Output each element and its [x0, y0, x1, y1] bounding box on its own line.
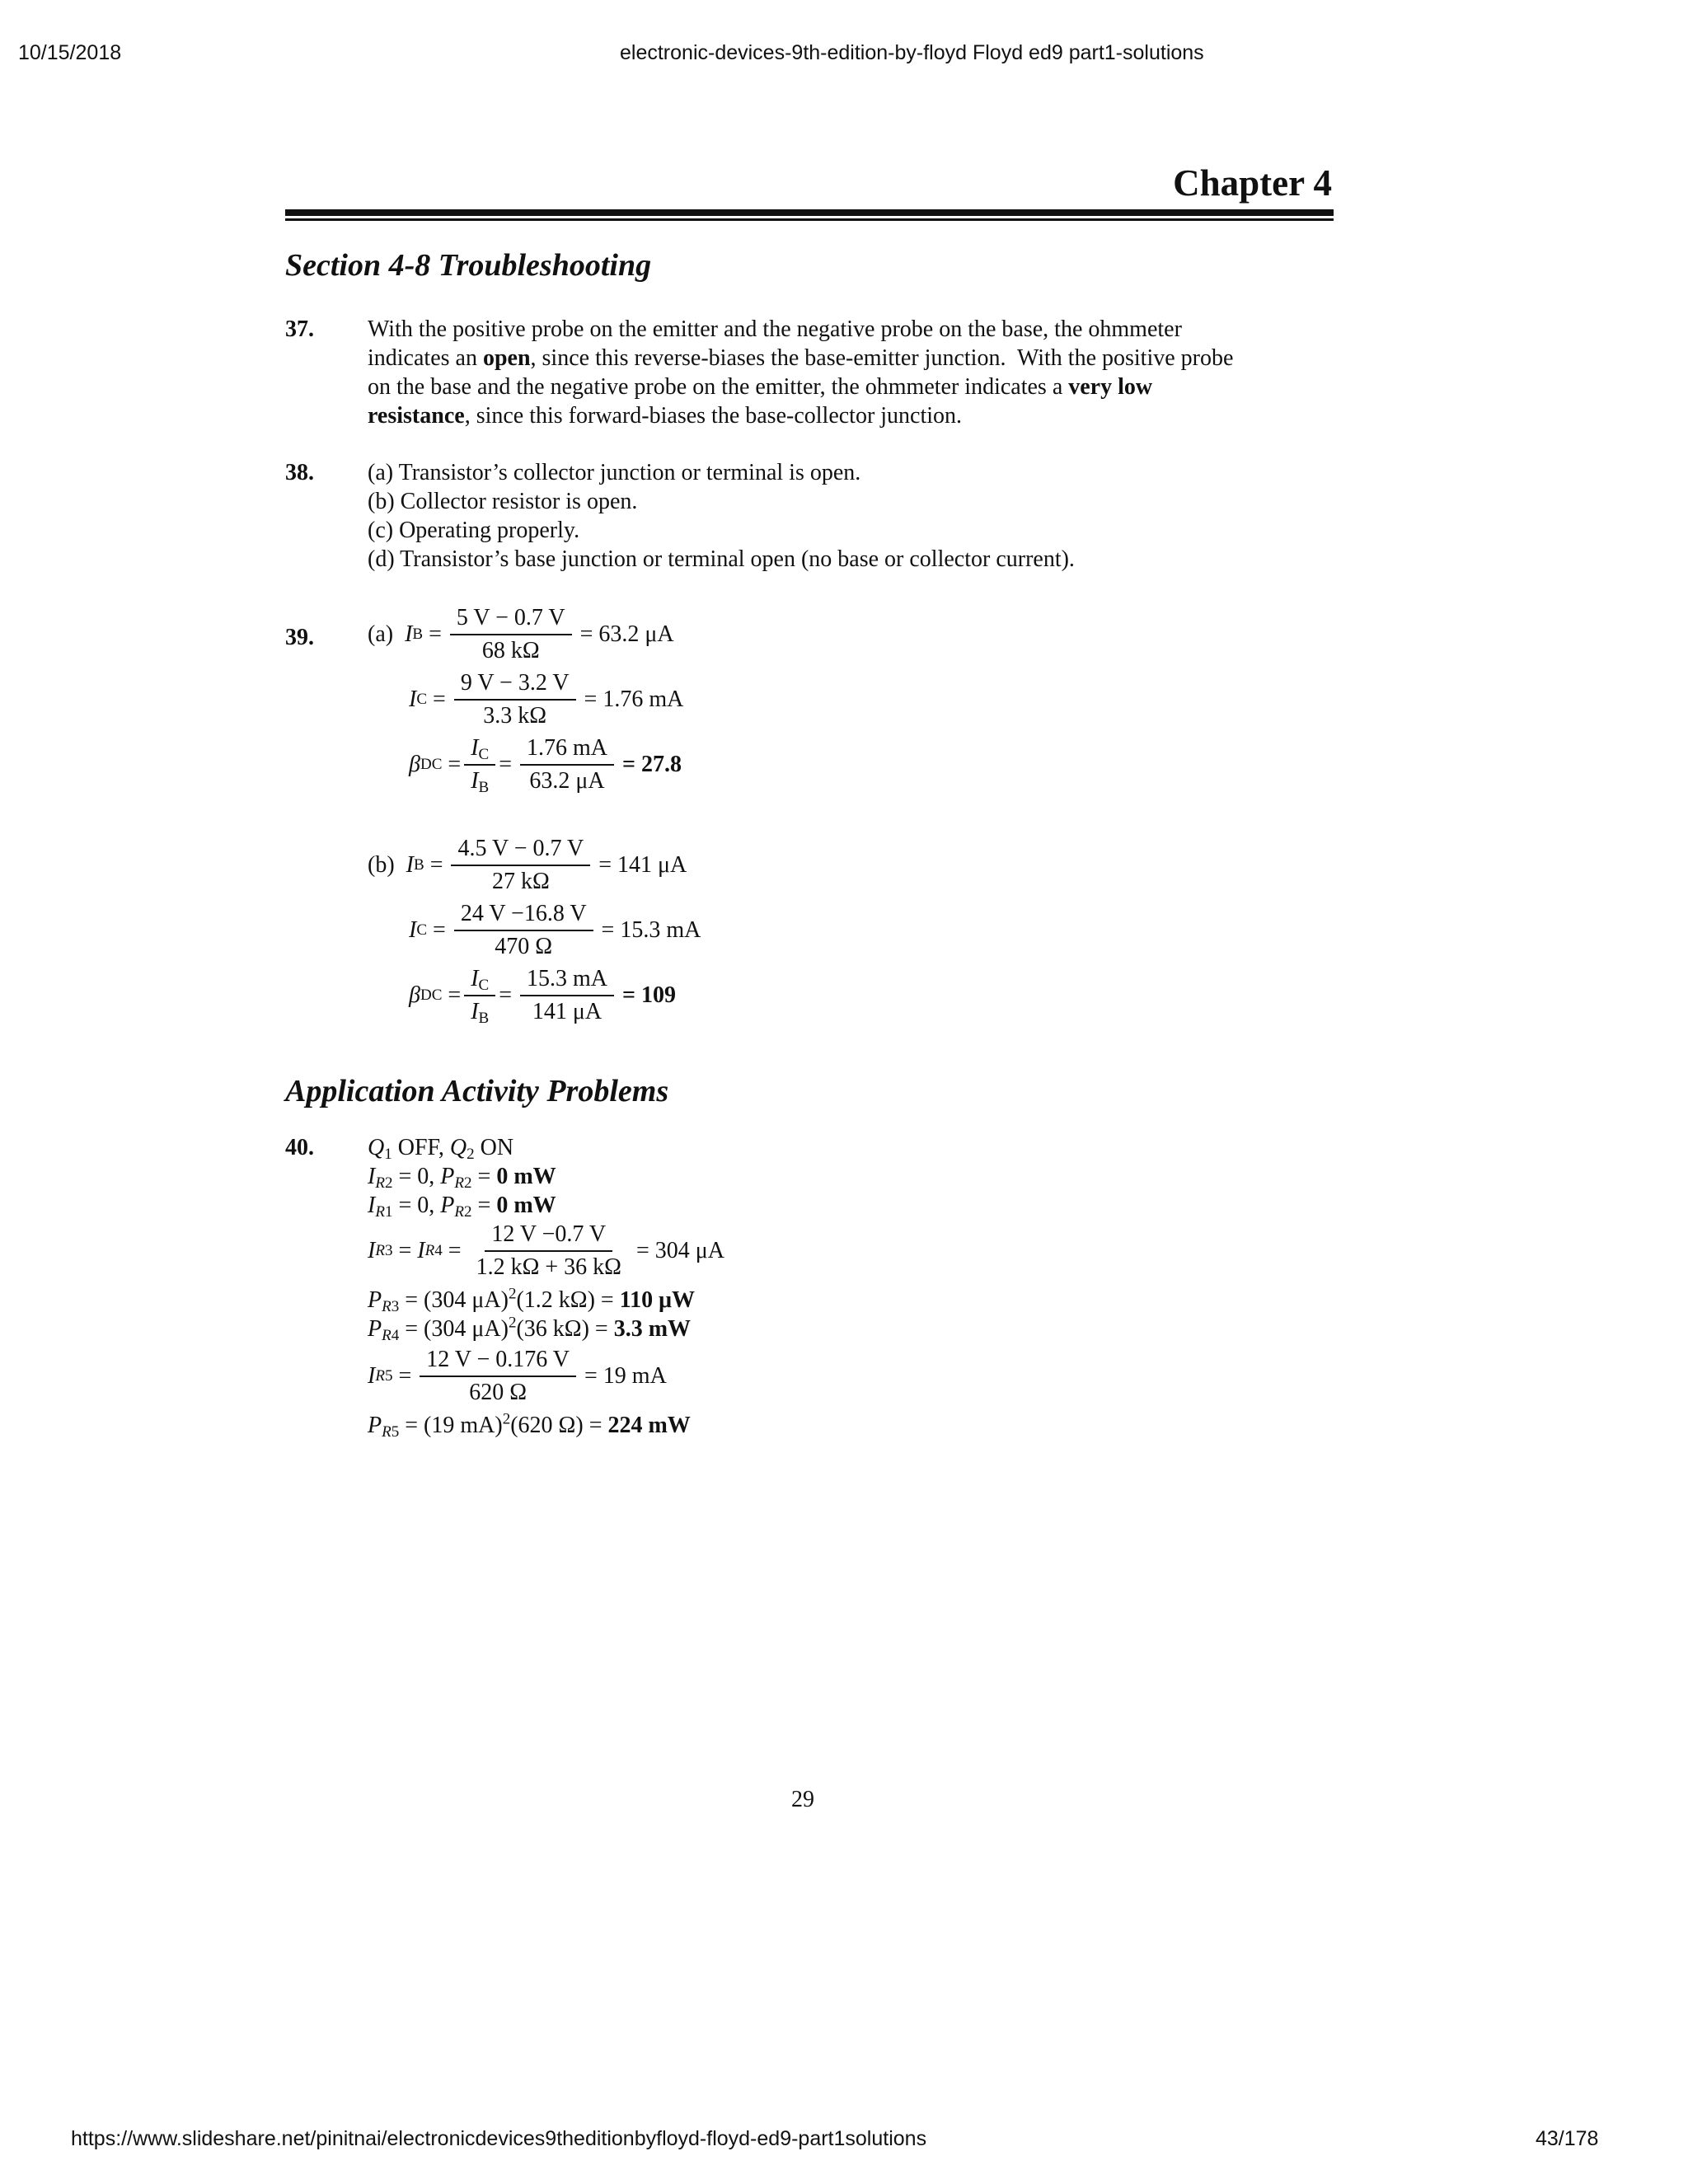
problem-39-number: 39. — [285, 625, 314, 650]
chapter-rule-thin — [285, 218, 1334, 221]
eq-40-ir5: I R5 = $\frac{12 V - 0.176 V}{620 \Omega}$ = 19 mA — [368, 1347, 667, 1405]
problem-38-item-b: (b) Collector resistor is open. — [368, 489, 638, 514]
print-page-count: 43/178 — [1536, 2127, 1599, 2150]
problem-38-list — [368, 458, 1075, 574]
eq-40-pr3: $P_{R3} = (304$ μA)$^2$(1.2 kΩ) = 110 μW — [368, 1285, 696, 1315]
page-number: 29 — [791, 1787, 814, 1812]
eq-40-ir3: I R3 = I R4 = $\frac{12 V -0.7 V}{1.2 k\Omega + 36 k\Omega}$ = 304 μA — [368, 1221, 725, 1280]
chapter-title: Chapter 4 — [1173, 162, 1332, 204]
eq-39b-beta: β DC = $\frac{I_C}{I_B}$ = $\frac{15.3 mA}{141 \mu A}$ = 109 — [409, 966, 676, 1027]
problem-38-item-a: (a) Transistor’s collector junction or terminal is open. — [368, 460, 861, 485]
print-title: electronic-devices-9th-edition-by-floyd Floyd ed9 part1-solutions — [620, 41, 1204, 64]
problem-37-line-2: indicates an open, since this reverse-biases the base-emitter junction. With the positive probe — [368, 345, 1234, 371]
problem-40-number: 40. — [285, 1135, 314, 1160]
section-title: Section 4-8 Troubleshooting — [285, 248, 652, 283]
eq-40-pr4: $P_{R4} = (304$ μA)$^2$(36 kΩ) = 3.3 mW — [368, 1314, 692, 1344]
problem-37-line-1: With the positive probe on the emitter and the negative probe on the base, the ohmmeter — [368, 316, 1182, 342]
chapter-rule-thick — [285, 209, 1334, 216]
section2-title: Application Activity Problems — [285, 1074, 669, 1108]
problem-37-line-3: on the base and the negative probe on the emitter, the ohmmeter indicates a very low — [368, 374, 1153, 400]
eq-39a-ib: (a) I B = $\frac{5 V - 0.7 V}{68 k\Omega}$ = 63.2 μA — [368, 605, 674, 663]
eq-39b-ib: (b) I B = $\frac{4.5 V - 0.7 V}{27 k\Omega}$ = 141 μA — [368, 836, 687, 894]
eq-40-pr5: $P_{R5} = (19$ mA)$^2$(620 Ω) = 224 mW — [368, 1410, 691, 1441]
problem-37-text — [368, 315, 1233, 430]
eq-40-ir1: $I_{R1} = 0$, $P_{R2} = 0$ mW — [368, 1193, 556, 1221]
eq-39a-beta: β DC = $\frac{I_C}{I_B}$ = $\frac{1.76 mA}{63.2 \mu A}$ = 27.8 — [409, 735, 682, 796]
problem-38-number: 38. — [285, 460, 314, 485]
print-date: 10/15/2018 — [18, 41, 122, 64]
problem-37-line-4: resistance, since this forward-biases the base-collector junction. — [368, 403, 963, 429]
problem-37-number: 37. — [285, 316, 314, 342]
print-url[interactable]: https://www.slideshare.net/pinitnai/electronicdevices9theditionbyfloyd-floyd-ed9-part1solutions — [71, 2127, 927, 2150]
eq-40-ir2: $I_{R2} = 0$, $P_{R2} = 0$ mW — [368, 1164, 556, 1192]
eq-39b-ic: I C = $\frac{24 V -16.8 V}{470 \Omega}$ = 15.3 mA — [409, 901, 701, 959]
problem-38-item-d: (d) Transistor’s base junction or terminal open (no base or collector current). — [368, 546, 1075, 572]
eq-40-state: $Q_1$ OFF, $Q_2$ ON — [368, 1135, 514, 1163]
problem-38-item-c: (c) Operating properly. — [368, 518, 580, 543]
eq-39a-ic: I C = $\frac{9 V - 3.2 V}{3.3 k\Omega}$ = 1.76 mA — [409, 670, 684, 729]
